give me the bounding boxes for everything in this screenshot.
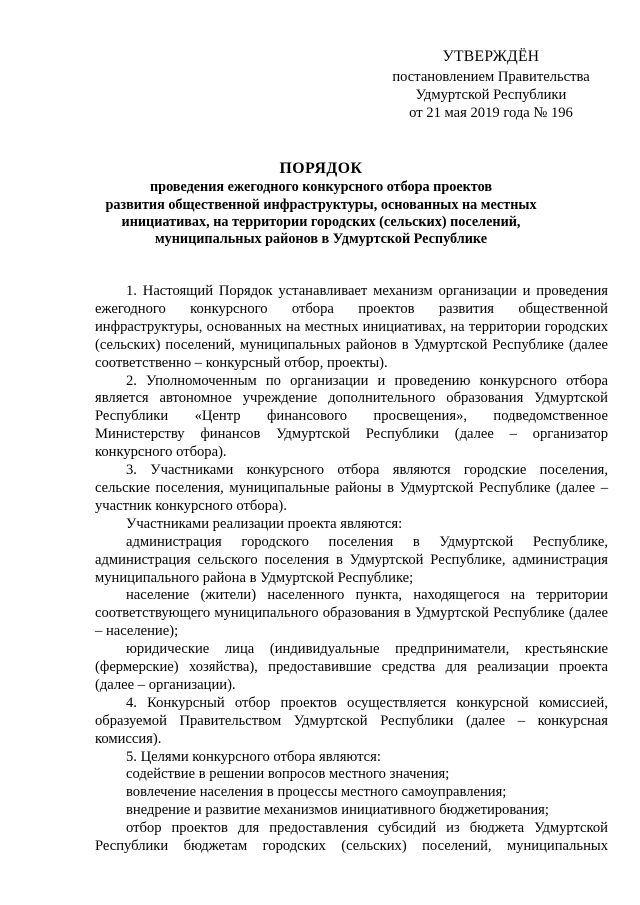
paragraph: юридические лица (индивидуальные предприниматели, крестьянские (фермерские) хозяйства), предоставившие средства для реализации проекта (далее – организации). <box>95 641 608 693</box>
paragraph: внедрение и развитие механизмов инициативного бюджетирования; <box>126 802 549 819</box>
paragraph: 2. Уполномоченным по организации и проведению конкурсного отбора является автономное учреждение дополнительного образования Удмуртской Республики «Центр финансового просвещения», подведомственное Министерству финансов Удмуртской Республики (далее – организатор конкурсного отбора). <box>95 372 608 461</box>
title-line: развития общественной инфраструктуры, основанных на местных <box>105 196 537 213</box>
approval-stamp <box>360 48 622 122</box>
approval-heading: УТВЕРЖДЁН <box>442 48 540 65</box>
title-line: проведения ежегодного конкурсного отбора проектов <box>150 179 492 196</box>
paragraph: 1. Настоящий Порядок устанавливает механизм организации и проведения ежегодного конкурсного отбора проектов развития общественной инфраструктуры, основанных на местных инициативах, на территории городских (сельских) поселений, муниципальных районов в Удмуртской Республике (далее соответственно – конкурсный отбор, проекты). <box>95 283 608 371</box>
paragraph: содействие в решении вопросов местного значения; <box>126 766 450 783</box>
approval-line: Удмуртской Республики <box>415 87 567 103</box>
paragraph: вовлечение населения в процессы местного самоуправления; <box>126 784 507 801</box>
paragraph: 3. Участниками конкурсного отбора являются городские поселения, сельские поселения, муниципальные районы в Удмуртской Республике (далее – участник конкурсного отбора). <box>95 462 608 514</box>
approval-line: от 21 мая 2019 года № 196 <box>409 105 573 121</box>
paragraph: 5. Целями конкурсного отбора являются: <box>126 748 381 765</box>
title-line: муниципальных районов в Удмуртской Республике <box>154 231 488 248</box>
paragraph: администрация городского поселения в Удмуртской Республике, администрация сельского поселения в Удмуртской Республике, администрация муниципального района в Удмуртской Республике; <box>95 533 608 586</box>
document-body <box>95 283 608 856</box>
paragraph: население (жители) населенного пункта, находящегося на территории соответствующего муниципального образования в Удмуртской Республике (далее – население); <box>95 587 608 640</box>
title-main: ПОРЯДОК <box>279 160 363 177</box>
paragraph: Участниками реализации проекта являются: <box>126 515 403 532</box>
approval-line: постановлением Правительства <box>392 69 590 85</box>
paragraph: отбор проектов для предоставления субсидий из бюджета Удмуртской Республики бюджетам городских (сельских) поселений, муниципальных <box>95 820 608 855</box>
paragraph: 4. Конкурсный отбор проектов осуществляется конкурсной комиссией, образуемой Правительством Удмуртской Республики (далее – конкурсная комиссия). <box>95 694 608 747</box>
title-line: инициативах, на территории городских (сельских) поселений, <box>121 213 521 230</box>
document-title <box>96 160 546 248</box>
